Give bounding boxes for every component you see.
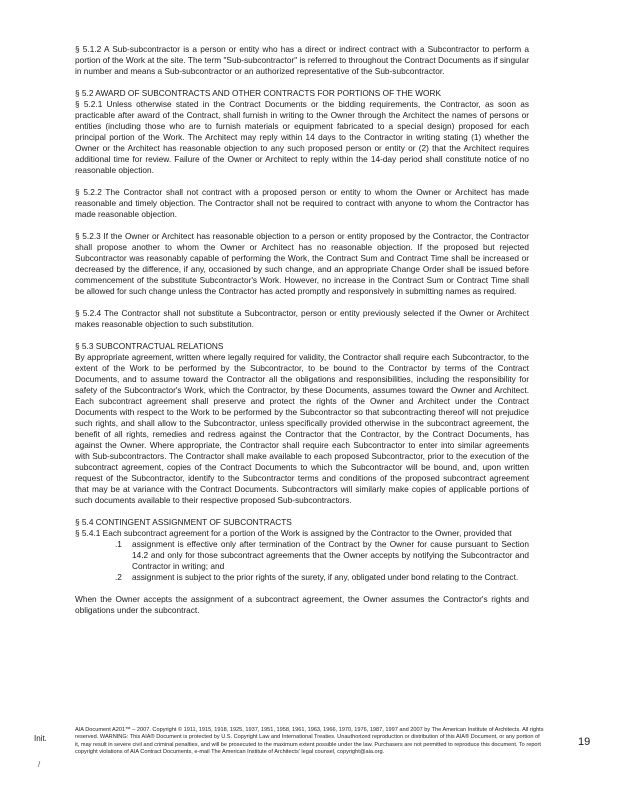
- list-item-text: assignment is subject to the prior rights of the surety, if any, obligated under bond relating to the Contract.: [132, 572, 519, 582]
- list-item: [75, 572, 529, 583]
- section-5-3: By appropriate agreement, written where legally required for validity, the Contractor shall require each Subcontractor, to the extent of the Work to be performed by the Subcontractor, to be bound to the Contractor by terms of the Contract Documents, and to assume toward the Contractor all the obligations and responsibilities, including the responsibility for safety of the Subcontractor's Work, which the Contractor, by these Documents, assumes toward the Owner and Architect. Each subcontract agreement shall preserve and protect the rights of the Owner and Architect under the Contract Documents with respect to the Work to be performed by the Subcontractor so that subcontracting thereof will not prejudice such rights, and shall allow to the Subcontractor, unless specifically provided otherwise in the subcontract agreement, the benefit of all rights, remedies and redress against the Contractor that the Contractor, by the Contract Documents, has against the Owner. Where appropriate, the Contractor shall require each Subcontractor to enter into similar agreements with Sub-subcontractors. The Contractor shall make available to each proposed Subcontractor, prior to the execution of the subcontract agreement, copies of the Contract Documents to which the Subcontractor will be bound, and, upon written request of the Subcontractor, identify to the Subcontractor terms and conditions of the proposed subcontract agreement that may be at variance with the Contract Documents. Subcontractors will similarly make copies of applicable portions of such documents available to their respective proposed Sub-subcontractors.: [75, 352, 529, 505]
- list-item: [75, 539, 529, 572]
- section-5-2-4: § 5.2.4 The Contractor shall not substitute a Subcontractor, person or entity previously selected if the Owner or Architect makes reasonable objection to such substitution.: [75, 308, 529, 329]
- section-5-4-closing: When the Owner accepts the assignment of a subcontract agreement, the Owner assumes the Contractor's rights and obligations under the subcontract.: [75, 594, 529, 615]
- section-5-2-2: § 5.2.2 The Contractor shall not contract with a proposed person or entity to whom the Owner or Architect has made reasonable and timely objection. The Contractor shall not be required to contract with anyone to whom the Contractor has made reasonable objection.: [75, 187, 529, 219]
- section-5-2-1: § 5.2.1 Unless otherwise stated in the Contract Documents or the bidding requirements, the Contractor, as soon as practicable after award of the Contract, shall furnish in writing to the Owner through the Architect the names of persons or entities (including those who are to furnish materials or equipment fabricated to a special design) proposed for each principal portion of the Work. The Architect may reply within 14 days to the Contractor in writing stating (1) whether the Owner or the Architect has reasonable objection to any such proposed person or entity or (2) that the Architect requires additional time for review. Failure of the Owner or Architect to reply within the 14-day period shall constitute notice of no reasonable objection.: [75, 99, 529, 175]
- document-body: [75, 44, 529, 616]
- heading-5-3: § 5.3 SUBCONTRACTUAL RELATIONS: [75, 341, 224, 351]
- heading-5-4: § 5.4 CONTINGENT ASSIGNMENT OF SUBCONTRACTS: [75, 517, 292, 527]
- initials-mark: /: [38, 760, 41, 769]
- assignment-conditions-list: [75, 539, 529, 583]
- list-item-number: .2: [115, 572, 122, 582]
- section-5-4-1: § 5.4.1 Each subcontract agreement for a portion of the Work is assigned by the Contractor to the Owner, provided that: [75, 528, 512, 538]
- heading-5-2: § 5.2 AWARD OF SUBCONTRACTS AND OTHER CONTRACTS FOR PORTIONS OF THE WORK: [75, 88, 442, 98]
- list-item-number: .1: [115, 539, 122, 549]
- page-number: 19: [578, 736, 591, 748]
- list-item-text: assignment is effective only after termination of the Contract by the Owner for cause pursuant to Section 14.2 and only for those subcontract agreements that the Owner accepts by notifying the Subcontractor and Contractor in writing; and: [132, 539, 529, 571]
- section-5-1-2: § 5.1.2 A Sub-subcontractor is a person or entity who has a direct or indirect contract with a Subcontractor to perform a portion of the Work at the site. The term "Sub-subcontractor" is referred to throughout the Contract Documents as if singular in number and means a Sub-subcontractor or an authorized representative of the Sub-subcontractor.: [75, 44, 529, 76]
- copyright-footer: AIA Document A201™ – 2007. Copyright © 1911, 1915, 1918, 1925, 1937, 1951, 1958, 1961, 1963, 1966, 1970, 1976, 1987, 1997 and 2007 by The American Institute of Architects. All rights reserved. WARNING: This AIA® Document is protected by U.S. Copyright Law and International Treaties. Unauthorized reproduction or distribution of this AIA® Document, or any portion of it, may result in severe civil and criminal penalties, and will be prosecuted to the maximum extent possible under the law. Purchasers are not permitted to reproduce this document. To report copyright violations of AIA Contract Documents, e-mail The American Institute of Architects' legal counsel, copyright@aia.org.: [75, 727, 544, 756]
- initials-label: Init.: [34, 734, 47, 743]
- section-5-2-3: § 5.2.3 If the Owner or Architect has reasonable objection to a person or entity proposed by the Contractor, the Contractor shall propose another to whom the Owner or Architect has no reasonable objection. If the proposed but rejected Subcontractor was reasonably capable of performing the Work, the Contract Sum and Contract Time shall be increased or decreased by the difference, if any, occasioned by such change, and an appropriate Change Order shall be issued before commencement of the substitute Subcontractor's Work. However, no increase in the Contract Sum or Contract Time shall be allowed for such change unless the Contractor has acted promptly and responsively in submitting names as required.: [75, 231, 529, 296]
